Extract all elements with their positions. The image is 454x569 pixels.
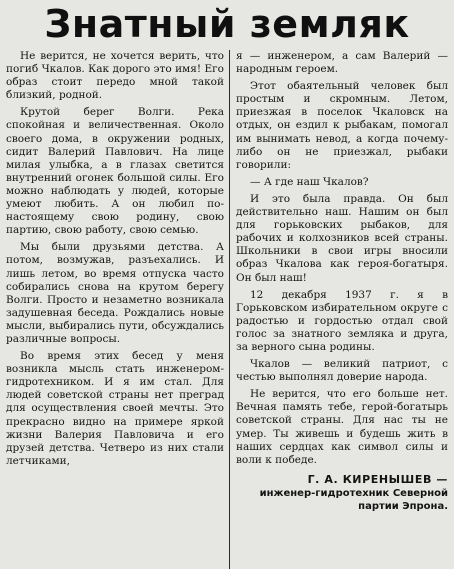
author-role: инженер-гидротехник Северной (259, 487, 448, 499)
article-right-column (236, 50, 448, 569)
article-paragraph: Не верится, что его больше нет. Вечная память тебе, герой-богатырь советской страны. Для нас ты не умер. Ты живешь и будешь жить в наших сердцах как символ силы и воли к победе. (236, 388, 448, 466)
article-paragraph: Во время этих бесед у меня возникла мысль стать инженером-гидротехником. И я им стал. Для людей советской страны нет преград для осуществления своей мечты. Это прекрасно видно на примере яркой жизни Валерия Павловича и его друзей детства. Четверо из них стали летчиками, (6, 350, 224, 467)
article-left-column (6, 50, 224, 569)
article-paragraph: 12 декабря 1937 г. я в Горьковском избирательном округе с радостью и гордостью отдал свой голос за знатного земляка и друга, за верного сына родины. (236, 288, 448, 353)
column-divider (229, 50, 230, 569)
article-paragraph: Этот обаятельный человек был простым и скромным. Летом, приезжая в поселок Чкаловск на отдых, он ездил к рыбакам, помогал им вынимать невод, а когда почему-либо он не приезжал, рыбаки говорили: (236, 80, 448, 171)
article-paragraph: Не верится, не хочется верить, что погиб Чкалов. Как дорого это имя! Его образ стоит передо мной такой близкий, родной. (6, 50, 224, 102)
author-affiliation: партии Эпрона. (358, 500, 448, 512)
article-paragraph: Мы были друзьями детства. А потом, возмужав, разъехались. И лишь летом, во время отпуска часто собирались снова на крутом берегу Волги. Просто и незаметно возникала задушевная беседа. Рождались новые мысли, выбирались пути, обсуждались различные вопросы. (6, 241, 224, 345)
article-paragraph: — А где наш Чкалов? (250, 175, 369, 188)
article-headline: Знатный земляк (44, 2, 410, 46)
article-paragraph-continued: я — инженером, а сам Валерий — народным героем. (236, 50, 448, 76)
article-paragraph: И это была правда. Он был действительно наш. Нашим он был для горьковских рыбаков, для рабочих и колхозников всей страны. Школьники в свои игры вносили образ Чкалова как героя-богатыря. Он был наш! (236, 192, 448, 284)
author-name: Г. А. КИРЕНЫШЕВ — (307, 472, 448, 486)
article-paragraph: Крутой берег Волги. Река спокойная и величественная. Около своего дома, в окружении родных, сидит Валерий Павлович. На лице милая улыбка, а в глазах светится внутренний огонек большой силы. Его можно наблюдать у людей, которые умеют любить. А он любил по-настоящему свою родину, свою партию, свою работу, свою семью. (6, 106, 224, 237)
article-paragraph: Чкалов — великий патриот, с честью выполнял доверие народа. (236, 358, 448, 384)
